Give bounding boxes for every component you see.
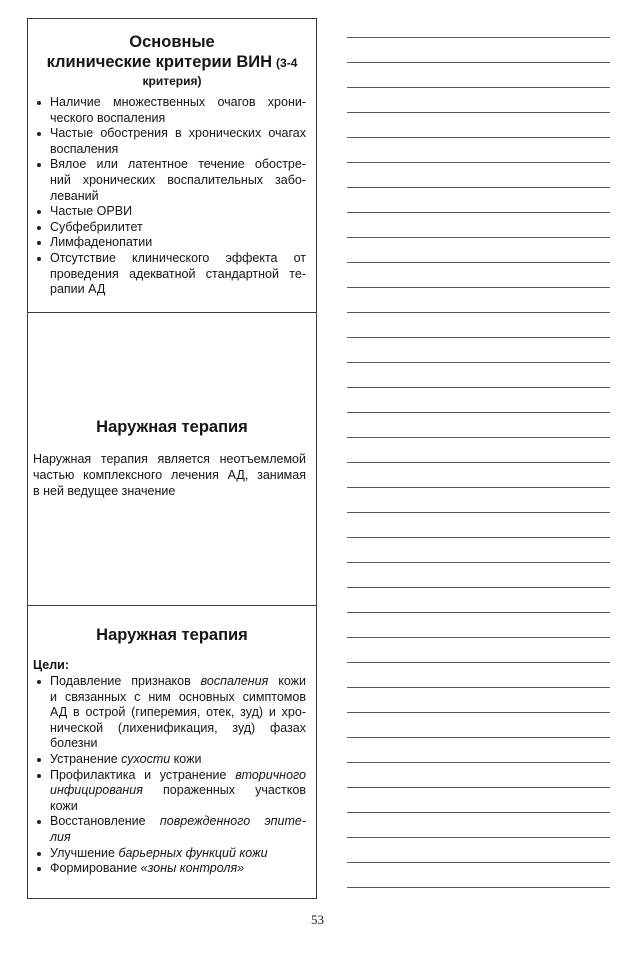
note-line [347, 462, 610, 463]
bullet-list [37, 95, 306, 298]
bullet-line [50, 142, 306, 158]
bullet-item [37, 674, 306, 752]
bullet-line [50, 220, 306, 236]
bullet-line [50, 752, 306, 768]
title-line [28, 52, 316, 73]
text-run: кожи [50, 798, 78, 813]
note-line [347, 362, 610, 363]
note-line [347, 487, 610, 488]
bullet-icon [37, 101, 41, 105]
note-line [347, 87, 610, 88]
italic-text: барьерных функций кожи [118, 845, 268, 860]
text-run: Субфебрилитет [50, 219, 143, 234]
text-run: Наличие множественных очагов хрони- [50, 95, 306, 109]
note-line [347, 562, 610, 563]
note-line [347, 787, 610, 788]
bullet-line [50, 674, 306, 690]
text-run: Вялое или латентное течение обостре- [50, 157, 306, 172]
bullet-line [50, 846, 306, 862]
bullet-text [50, 861, 306, 877]
bullet-line [50, 173, 306, 189]
note-line [347, 712, 610, 713]
italic-text: инфицирования [50, 783, 143, 798]
text-run: АД в острой (гиперемия, отек, зуд) и хро- [50, 705, 306, 720]
text-run: воспаления [50, 141, 119, 156]
bullet-icon [37, 163, 41, 167]
note-lines [347, 37, 610, 888]
bullet-line [50, 251, 306, 267]
bullet-text [50, 768, 306, 815]
bullet-icon [37, 758, 41, 762]
text-run: кожи [170, 751, 202, 766]
note-line [347, 312, 610, 313]
slide-vin-criteria [27, 18, 317, 313]
note-line [347, 237, 610, 238]
slide-title: Наружная терапия [96, 418, 248, 436]
note-line [347, 112, 610, 113]
bullet-item [37, 157, 306, 204]
title-note: критерия) [142, 74, 202, 88]
bullet-line [50, 157, 306, 173]
bullet-line [50, 814, 306, 830]
note-line [347, 687, 610, 688]
bullet-line [50, 267, 306, 283]
text-run: ческого воспаления [50, 110, 166, 125]
bullet-icon [37, 226, 41, 230]
bullet-item [37, 204, 306, 220]
text-run: болезни [50, 736, 98, 751]
text-run: и связанных с ним основных симптомов [50, 689, 306, 704]
note-line [347, 737, 610, 738]
bullet-item [37, 126, 306, 157]
bullet-icon [37, 210, 41, 214]
text-run: рапии АД [50, 282, 106, 297]
bullet-text [50, 157, 306, 204]
bullet-item [37, 752, 306, 768]
text-run: пораженных участков [142, 783, 306, 798]
slide-external-therapy-goals [27, 605, 317, 899]
title-note: (3-4 [276, 56, 298, 70]
slide-external-therapy-intro [27, 312, 317, 606]
italic-text: поврежденного эпите- [159, 814, 306, 829]
bullet-icon [37, 257, 41, 261]
title-text: клинические критерии ВИН [46, 53, 273, 71]
bullet-line [50, 204, 306, 220]
text-run: Частые обострения в хронических очагах [50, 126, 306, 141]
text-run: Формирование [50, 861, 141, 876]
bullet-line [50, 861, 306, 877]
note-line [347, 587, 610, 588]
note-line [347, 637, 610, 638]
bullet-line [50, 721, 306, 737]
text-run: Улучшение [50, 845, 119, 860]
note-line [347, 62, 610, 63]
slide-title: Наружная терапия [96, 626, 248, 644]
text-run: леваний [50, 188, 99, 203]
note-line [347, 287, 610, 288]
note-line [347, 812, 610, 813]
bullet-text [50, 674, 306, 752]
text-run: Наружная терапия является неотъемлемой [33, 452, 306, 466]
note-line [347, 337, 610, 338]
text-run: проведения адекватной стандартной те- [50, 266, 306, 281]
note-line [347, 437, 610, 438]
bullet-icon [37, 867, 41, 871]
paragraph-line [33, 483, 306, 499]
bullet-item [37, 251, 306, 298]
text-run: нической (лихенификация, зуд) фазах [50, 720, 306, 735]
bullet-line [50, 189, 306, 205]
paragraph-line [33, 451, 306, 467]
note-line [347, 262, 610, 263]
note-line [347, 612, 610, 613]
bullet-line [50, 830, 306, 846]
note-line [347, 762, 610, 763]
italic-text: сухости [121, 751, 171, 766]
bullet-icon [37, 680, 41, 684]
note-line [347, 662, 610, 663]
bullet-line [50, 783, 306, 799]
bullet-icon [37, 852, 41, 856]
text-run: частью комплексного лечения АД, занимая [33, 468, 306, 482]
bullet-item [37, 846, 306, 862]
note-line [347, 887, 610, 888]
bullet-text [50, 95, 306, 126]
bullet-item [37, 235, 306, 251]
bullet-icon [37, 820, 41, 824]
bullet-item [37, 861, 306, 877]
bullet-line [50, 95, 306, 111]
bullet-line [50, 768, 306, 784]
text-run: Восстановление [50, 814, 160, 829]
note-line [347, 212, 610, 213]
bullet-item [37, 768, 306, 815]
text-run: Отсутствие клинического эффекта от [50, 250, 306, 265]
bullet-line [50, 282, 306, 298]
italic-text: воспаления [200, 674, 269, 688]
note-line [347, 837, 610, 838]
title-line: Основные [129, 33, 215, 51]
text-run: в ней ведущее значение [33, 484, 176, 498]
bullet-text [50, 814, 306, 845]
bullet-text [50, 251, 306, 298]
bullet-text [50, 846, 306, 862]
bullet-line [50, 736, 306, 752]
note-line [347, 187, 610, 188]
bullet-line [50, 705, 306, 721]
bullet-item [37, 814, 306, 845]
bullet-icon [37, 132, 41, 136]
text-run: кожи [268, 674, 306, 688]
bullet-line [50, 111, 306, 127]
text-run: Подавление признаков [50, 674, 201, 688]
bullet-line [50, 690, 306, 706]
note-line [347, 387, 610, 388]
bullet-text [50, 126, 306, 157]
bullet-text [50, 220, 306, 236]
italic-text: вторичного [235, 767, 306, 782]
page-number: 53 [311, 912, 324, 927]
bullet-line [50, 799, 306, 815]
bullet-text [50, 204, 306, 220]
slide-title [28, 32, 316, 89]
italic-text: лия [50, 829, 71, 844]
note-line [347, 862, 610, 863]
text-run: Частые ОРВИ [50, 204, 133, 219]
bullet-icon [37, 241, 41, 245]
bullet-text [50, 235, 306, 251]
bullet-line [50, 126, 306, 142]
text-run: Профилактика и устранение [50, 767, 236, 782]
note-line [347, 512, 610, 513]
text-run: ний хронических воспалительных забо- [50, 172, 306, 187]
italic-text: «зоны контроля» [140, 861, 245, 876]
bullet-icon [37, 774, 41, 778]
bullet-item [37, 220, 306, 236]
bullet-list [37, 674, 306, 877]
bullet-line [50, 235, 306, 251]
bullet-item [37, 95, 306, 126]
text-run: Устранение [50, 751, 122, 766]
goals-label: Цели: [33, 658, 70, 672]
note-line [347, 137, 610, 138]
paragraph-line [33, 467, 306, 483]
note-line [347, 537, 610, 538]
slide-paragraph [33, 451, 306, 499]
bullet-text [50, 752, 306, 768]
note-line [347, 412, 610, 413]
text-run: Лимфаденопатии [50, 235, 153, 250]
note-line [347, 162, 610, 163]
note-line [347, 37, 610, 38]
